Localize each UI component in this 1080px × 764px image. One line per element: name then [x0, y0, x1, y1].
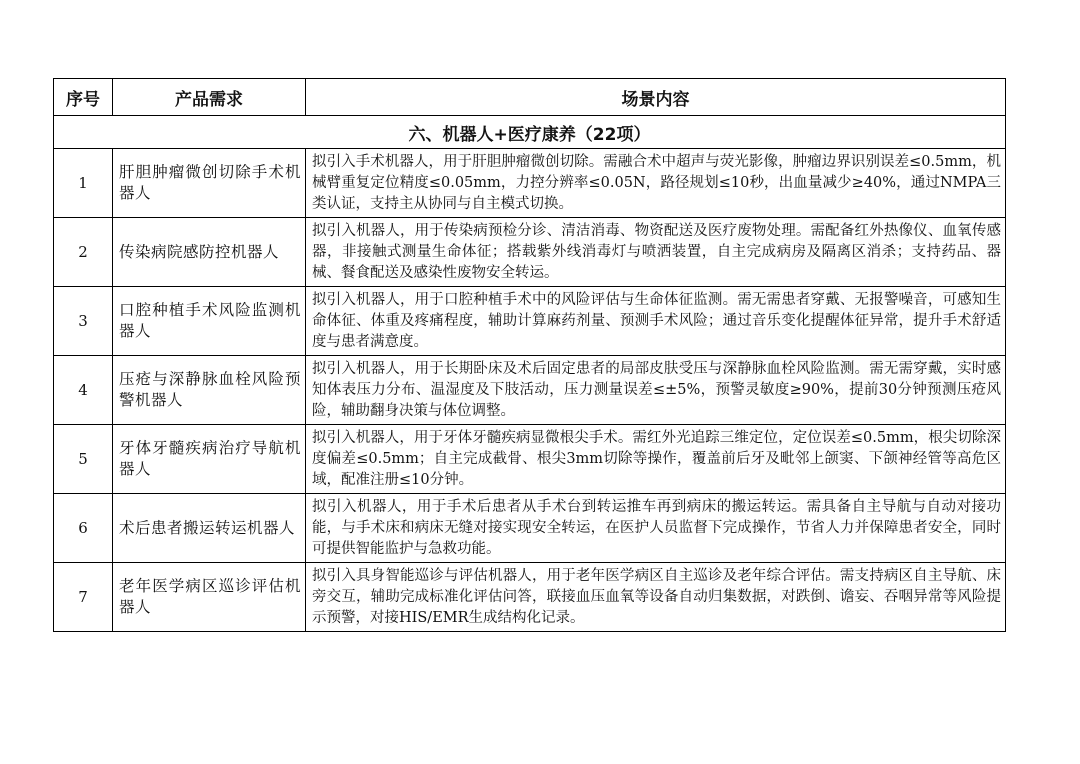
- row-scene: 拟引入机器人，用于口腔种植手术中的风险评估与生命体征监测。需无需患者穿戴、无报警噪音，可感知生命体征、体重及疼痛程度，辅助计算麻药剂量、预测手术风险；通过音乐变化提醒体征异常，提升手术舒适度与患者满意度。: [306, 287, 1006, 356]
- row-scene: 拟引入机器人，用于牙体牙髓疾病显微根尖手术。需红外光追踪三维定位，定位误差≤0.5mm，根尖切除深度偏差≤0.5mm；自主完成截骨、根尖3mm切除等操作，覆盖前后牙及毗邻上颌窦、下颌神经管等高危区域，配准注册≤10分钟。: [306, 425, 1006, 494]
- row-number: 3: [54, 287, 113, 356]
- row-number: 5: [54, 425, 113, 494]
- table-row: [54, 494, 1006, 563]
- row-number: 2: [54, 218, 113, 287]
- header-product: 产品需求: [113, 79, 306, 116]
- header-no: 序号: [54, 79, 113, 116]
- table-row: [54, 287, 1006, 356]
- table-row: [54, 425, 1006, 494]
- table-row: [54, 149, 1006, 218]
- row-scene: 拟引入机器人，用于手术后患者从手术台到转运推车再到病床的搬运转运。需具备自主导航与自动对接功能，与手术床和病床无缝对接实现安全转运，在医护人员监督下完成操作，节省人力并保障患者安全，同时可提供智能监护与急救功能。: [306, 494, 1006, 563]
- table-row: [54, 218, 1006, 287]
- section-row: [54, 116, 1006, 149]
- table-header-row: [54, 79, 1006, 116]
- row-scene: 拟引入机器人，用于长期卧床及术后固定患者的局部皮肤受压与深静脉血栓风险监测。需无需穿戴，实时感知体表压力分布、温湿度及下肢活动，压力测量误差≤±5%，预警灵敏度≥90%，提前30分钟预测压疮风险，辅助翻身决策与体位调整。: [306, 356, 1006, 425]
- row-product: 压疮与深静脉血栓风险预警机器人: [113, 356, 306, 425]
- row-scene: 拟引入手术机器人，用于肝胆肿瘤微创切除。需融合术中超声与荧光影像，肿瘤边界识别误差≤0.5mm，机械臂重复定位精度≤0.05mm，力控分辨率≤0.05N，路径规划≤10秒，出血量减少≥40%，通过NMPA三类认证，支持主从协同与自主模式切换。: [306, 149, 1006, 218]
- row-number: 7: [54, 563, 113, 632]
- row-number: 4: [54, 356, 113, 425]
- row-scene: 拟引入具身智能巡诊与评估机器人，用于老年医学病区自主巡诊及老年综合评估。需支持病区自主导航、床旁交互，辅助完成标准化评估问答，联接血压血氧等设备自动归集数据，对跌倒、谵妄、吞咽异常等风险提示预警，对接HIS/EMR生成结构化记录。: [306, 563, 1006, 632]
- row-number: 1: [54, 149, 113, 218]
- row-product: 口腔种植手术风险监测机器人: [113, 287, 306, 356]
- row-scene: 拟引入机器人，用于传染病预检分诊、清洁消毒、物资配送及医疗废物处理。需配备红外热像仪、血氧传感器，非接触式测量生命体征；搭载紫外线消毒灯与喷洒装置，自主完成病房及隔离区消杀；支持药品、器械、餐食配送及感染性废物安全转运。: [306, 218, 1006, 287]
- row-number: 6: [54, 494, 113, 563]
- row-product: 肝胆肿瘤微创切除手术机器人: [113, 149, 306, 218]
- row-product: 牙体牙髓疾病治疗导航机器人: [113, 425, 306, 494]
- row-product: 传染病院感防控机器人: [113, 218, 306, 287]
- row-product: 老年医学病区巡诊评估机器人: [113, 563, 306, 632]
- table-row: [54, 563, 1006, 632]
- row-product: 术后患者搬运转运机器人: [113, 494, 306, 563]
- table-row: [54, 356, 1006, 425]
- header-scene: 场景内容: [306, 79, 1006, 116]
- requirements-table: [53, 78, 1006, 632]
- section-title: 六、机器人+医疗康养（22项）: [54, 116, 1006, 149]
